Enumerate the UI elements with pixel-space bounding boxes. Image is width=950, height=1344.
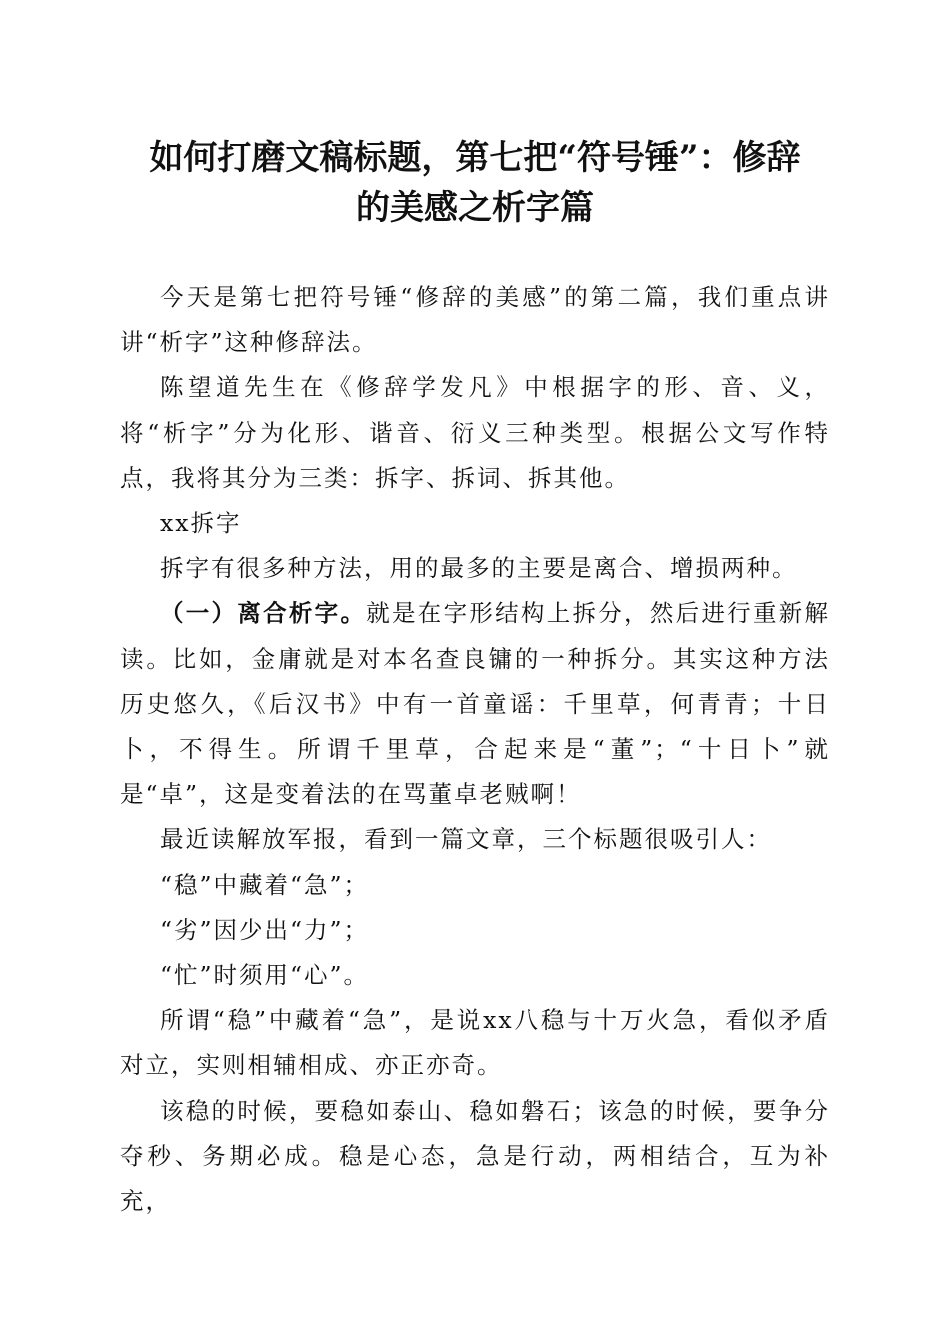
paragraph-methods: 拆字有很多种方法，用的最多的主要是离合、增损两种。 [160, 554, 798, 583]
paragraph-wen-ji-detail: 该稳的时候，要稳如泰山、稳如磐石；该急的时候，要争分夺秒、务期必成。稳是心态，急是行动，两相结合，互为补充， [120, 1096, 830, 1216]
headline-item-3: “忙”时须用“心”。 [160, 961, 370, 990]
subheading-lihe: （一）离合析字。 [160, 599, 367, 628]
title-line-2: 的美感之析字篇 [356, 188, 594, 228]
paragraph-intro: 今天是第七把符号锤“修辞的美感”的第二篇，我们重点讲讲“析字”这种修辞法。 [120, 283, 830, 357]
section-heading-chaizi: xx拆字 [160, 509, 242, 538]
headline-item-1: “稳”中藏着“急”； [160, 870, 370, 899]
paragraph-classification: 陈望道先生在《修辞学发凡》中根据字的形、音、义，将“析字”分为化形、谐音、衍义三种类型。根据公文写作特点，我将其分为三类：拆字、拆词、拆其他。 [120, 373, 830, 492]
paragraph-wen-ji: 所谓“稳”中藏着“急”，是说xx八稳与十万火急，看似矛盾对立，实则相辅相成、亦正亦奇。 [120, 1006, 830, 1080]
document-body [120, 275, 830, 1224]
paragraph-lihe [120, 591, 830, 817]
document-title [100, 133, 850, 233]
headline-item-2: “劣”因少出“力”； [160, 915, 370, 944]
title-line-1: 如何打磨文稿标题，第七把“符号锤”：修辞 [149, 138, 801, 178]
paragraph-newspaper: 最近读解放军报，看到一篇文章，三个标题很吸引人： [160, 825, 772, 854]
paragraph-lihe-text: 就是在字形结构上拆分，然后进行重新解读。比如，金庸就是对本名查良镛的一种拆分。其实这种方法历史悠久，《后汉书》中有一首童谣：千里草，何青青；十日卜，不得生。所谓千里草，合起来是“董”；“十日卜”就是“卓”，这是变着法的在骂董卓老贼啊！ [120, 599, 831, 809]
